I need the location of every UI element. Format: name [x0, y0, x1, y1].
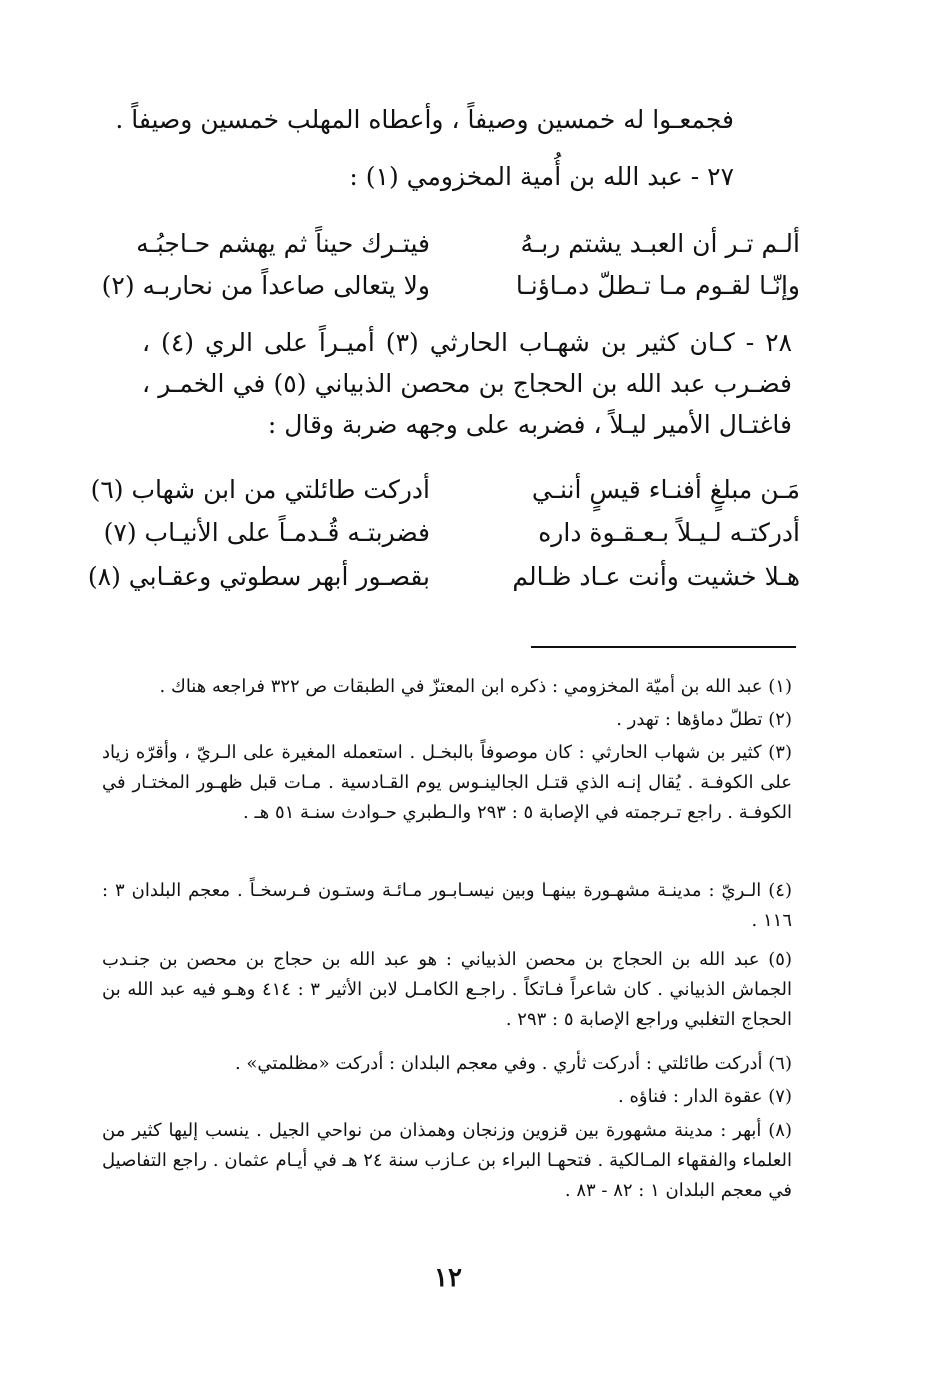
verse-second-hemistich: ولا يتعالى صاعداً من نحاربـه (٢)	[101, 271, 430, 300]
footnote-6: (٦) أدركت طائلتي : أدركت ثأري . وفي معجم البلدان : أدركت «مظلمتي» .	[234, 1053, 792, 1074]
heading-27: ٢٧ - عبد الله بن أُمية المخزومي (١) :	[349, 162, 734, 191]
verse-line	[100, 515, 800, 551]
intro-line: فجمعـوا له خمسين وصيفاً ، وأعطاه المهلب خمسين وصيفاً .	[115, 105, 734, 134]
verse-first-hemistich: أدركتـه لـيـلاً بـعـقـوة داره	[538, 518, 800, 547]
verse-first-hemistich: ألـم تـر أن العبـد يشتم ربـهُ	[520, 229, 800, 258]
footnote-7: (٧) عقوة الدار : فناؤه .	[618, 1086, 792, 1107]
footnote-2: (٢) تطلّ دماؤها : تهدر .	[616, 709, 792, 730]
footnote-separator	[531, 646, 796, 648]
verse-line	[100, 268, 800, 304]
footnote-8: (٨) أبهر : مدينة مشهورة بين قزوين وزنجان وهمذان من نواحي الجيل . ينسب إليها كثير من العلماء والفقهاء المـالكية . فتحهـا البراء بن عـازب سنة ٢٤ هـ في أيـام عثمان . راجع التفاصيل في معجم البلدان ١ : ٨٢ - ٨٣ .	[102, 1120, 792, 1201]
page-number: ١٢	[434, 1263, 462, 1293]
verse-second-hemistich: أدركت طائلتي من ابن شهاب (٦)	[90, 475, 430, 504]
footnote-5: (٥) عبد الله بن الحجاج بن محصن الذبياني : هو عبد الله بن حجاج بن محصن بن جنـدب الجماش الذبياني . كان شاعراً فـاتكاً . راجـع الكامـل لابن الأثير ٣ : ٤١٤ وهـو فيه عبد الله بن الحجاج التغلبي وراجع الإصابة ٥ : ٢٩٣ .	[102, 949, 792, 1030]
footnote-3: (٣) كثير بن شهاب الحارثي : كان موصوفاً بالبخـل . استعمله المغيرة على الـريّ ، وأقرّه زياد على الكوفـة . يُقال إنـه الذي قتـل الجالينـوس يوم القـادسية . مـات قبل ظهـور المختـار في الكوفـة . راجع تـرجمته في الإصابة ٥ : ٢٩٣ والـطبري حـوادث سنـة ٥١ هـ .	[102, 742, 792, 823]
footnote-4: (٤) الـريّ : مدينـة مشهـورة بينهـا وبين نيسـابـور مـائـة وستـون فـرسخـاً . معجم البلدان ٣ : ١١٦ .	[102, 880, 792, 931]
verse-line	[87, 559, 800, 595]
verse-first-hemistich: مَـن مبلغٍ أفنـاء قيسٍ أننـي	[531, 475, 800, 504]
verse-second-hemistich: بقصـور أبهر سطوتي وعقـابي (٨)	[87, 562, 430, 591]
verse-line	[90, 472, 800, 508]
footnote-1: (١) عبد الله بن أميّة المخزومي : ذكره ابن المعتزّ في الطبقات ص ٣٢٢ فراجعه هناك .	[159, 676, 792, 697]
verse-second-hemistich: فيتـرك حيناً ثم يهشم حـاجبُـه	[136, 229, 430, 258]
verse-first-hemistich: وإنّـا لقـوم مـا تـطلّ دمـاؤنـا	[515, 271, 800, 300]
verse-first-hemistich: هـلا خشيت وأنت عـاد ظـالم	[512, 562, 800, 591]
verse-second-hemistich: فضربتـه قُـدمـاً على الأنيـاب (٧)	[103, 518, 430, 547]
paragraph-28: ٢٨ - كـان كثير بن شهـاب الحارثي (٣) أميـراً على الري (٤) ، فضـرب عبد الله بن الحجاج بن محصن الذبياني (٥) في الخمـر ، فاغتـال الأمير ليـلاً ، فضربه على وجهه ضربة وقال :	[142, 328, 792, 439]
verse-line	[100, 226, 800, 262]
